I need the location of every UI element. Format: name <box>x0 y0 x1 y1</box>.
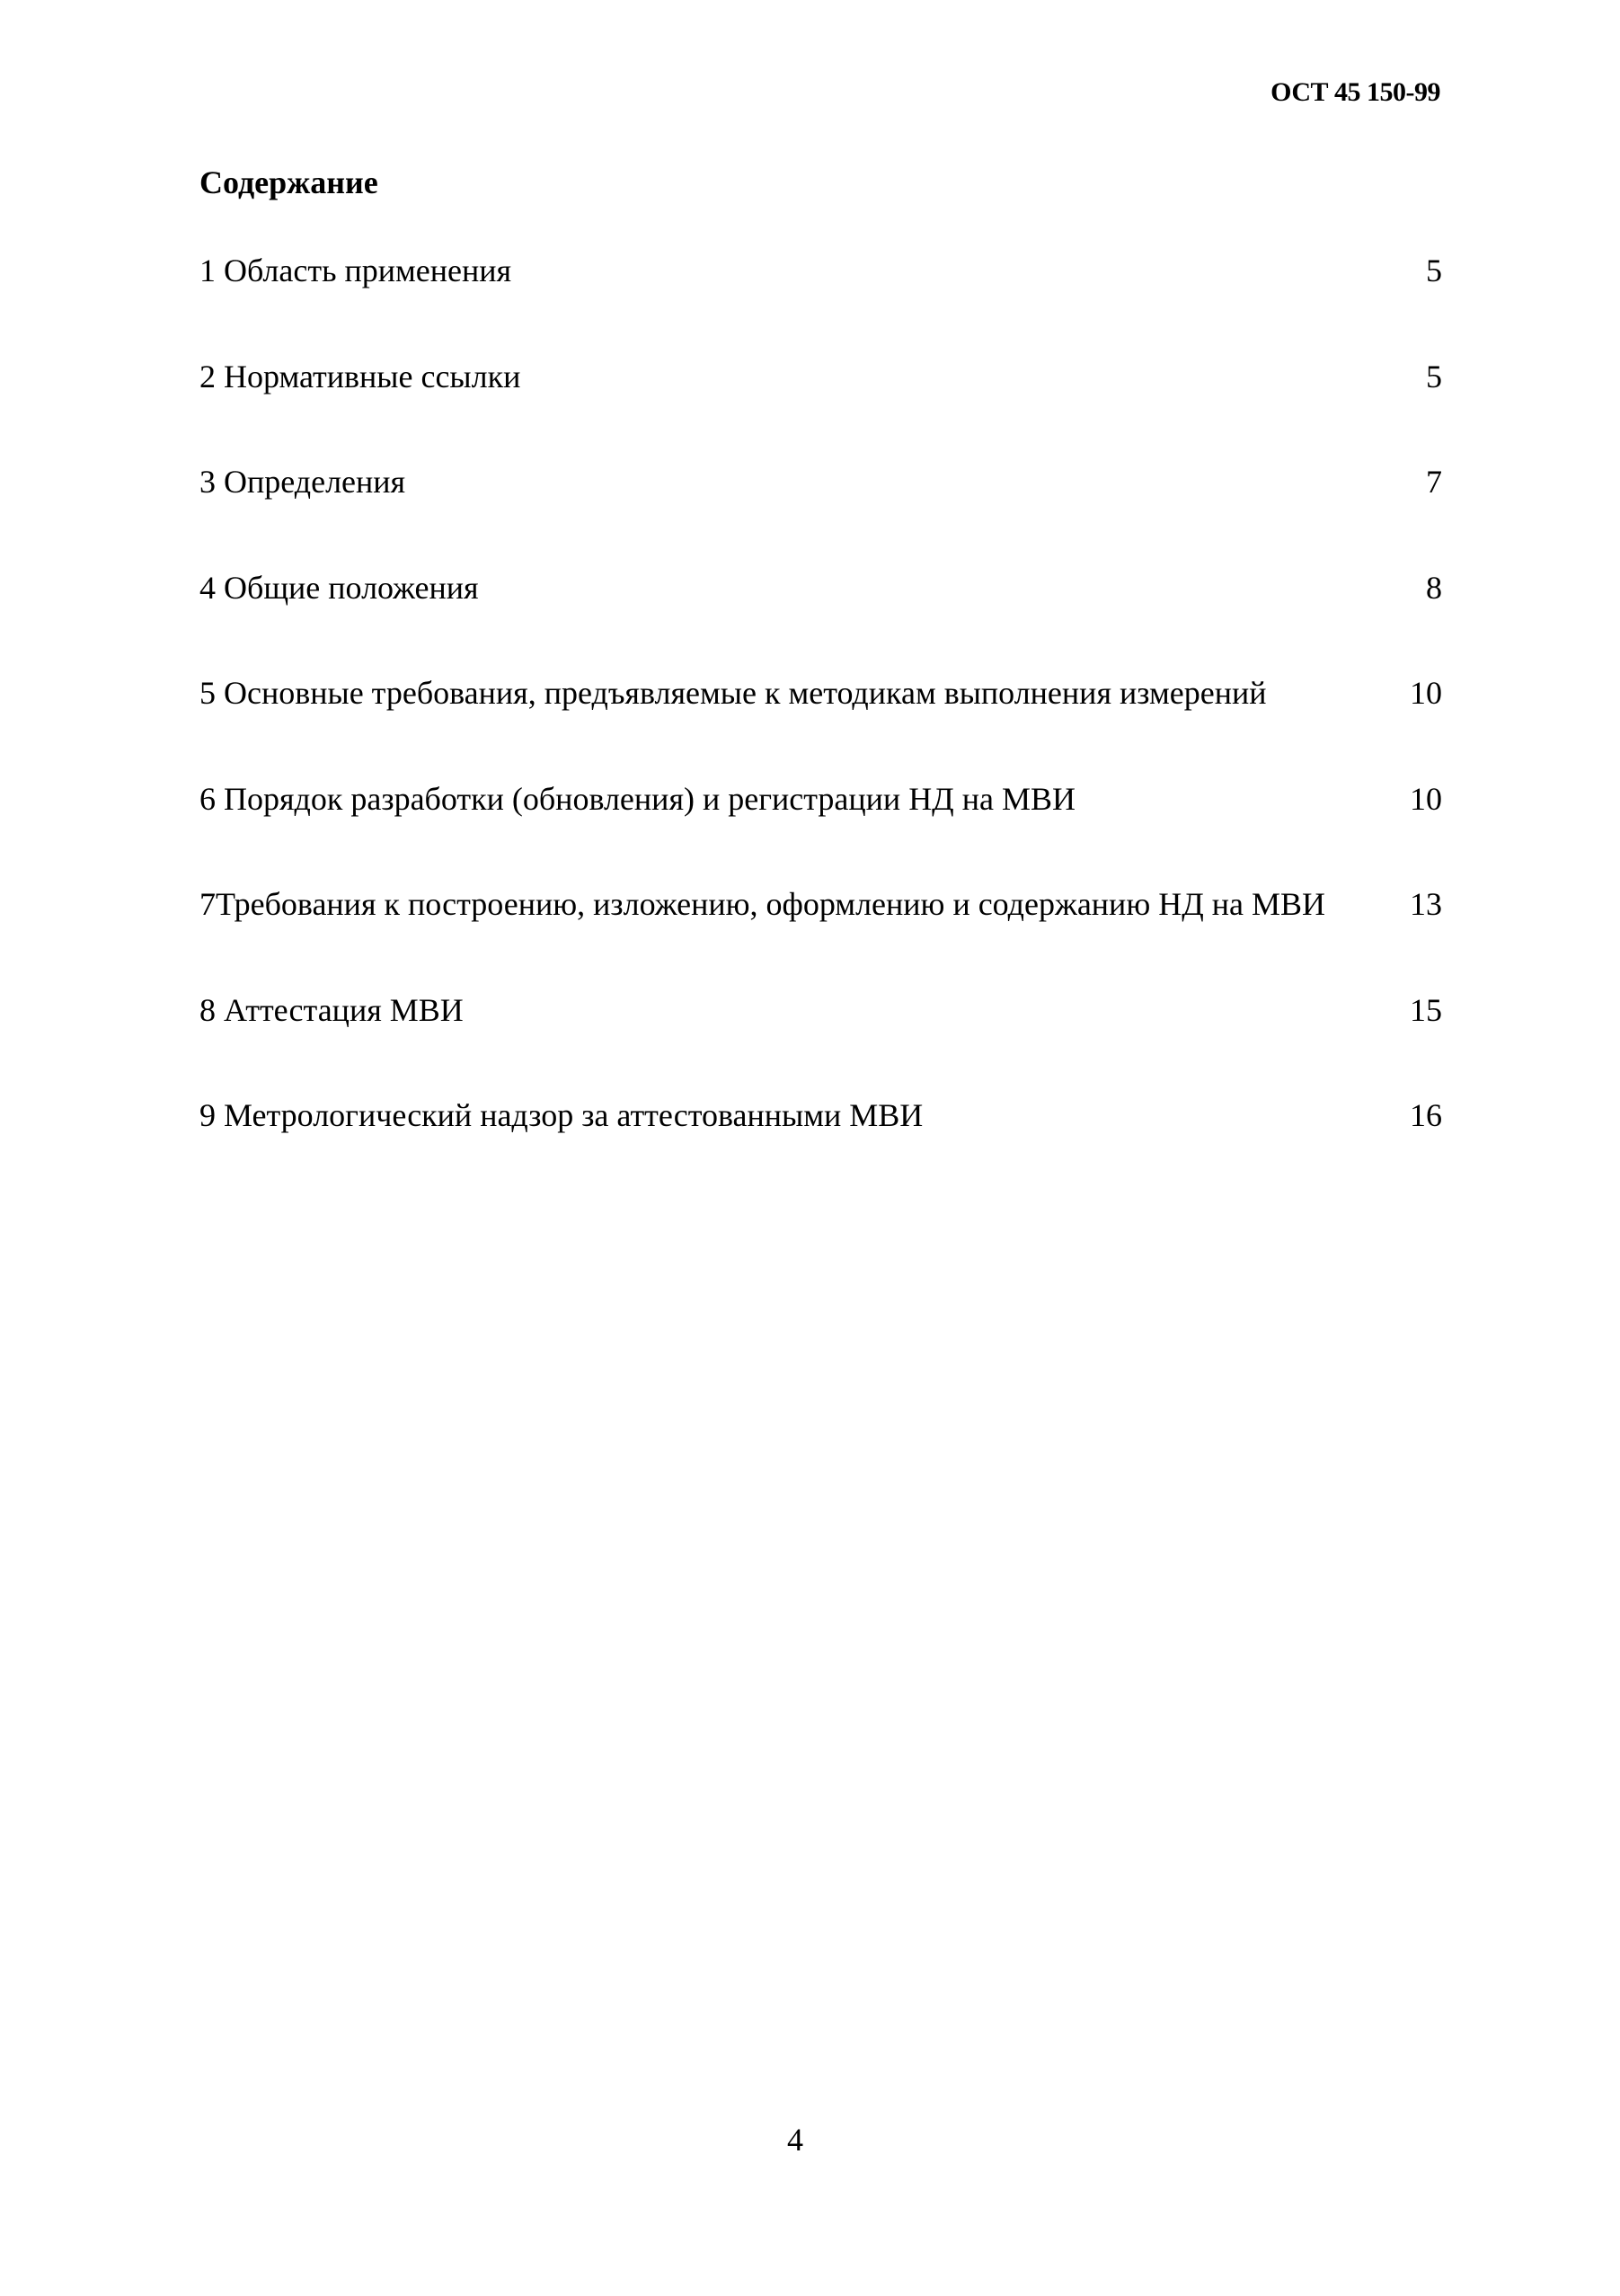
toc-item[interactable] <box>199 569 1442 675</box>
toc-item-page: 10 <box>1410 675 1442 711</box>
page-number: 4 <box>787 2122 803 2158</box>
toc-item-label: 8 Аттестация МВИ <box>199 991 464 1028</box>
toc-item-label: 1 Область применения <box>199 253 512 288</box>
toc-item-label: 3 Определения <box>199 464 406 500</box>
toc-item-page: 8 <box>1426 569 1442 606</box>
table-of-contents <box>199 252 1442 1202</box>
toc-item-label: 6 Порядок разработки (обновления) и регистрации НД на МВИ <box>199 780 1076 817</box>
toc-item-label: 7Требования к построению, изложению, оформлению и содержанию НД на МВИ <box>199 886 1326 922</box>
toc-item[interactable] <box>199 252 1442 358</box>
toc-title: Содержание <box>199 164 378 200</box>
toc-item-page: 5 <box>1426 358 1442 394</box>
toc-item-label: 4 Общие положения <box>199 569 479 606</box>
toc-item[interactable] <box>199 674 1442 780</box>
toc-item[interactable] <box>199 463 1442 569</box>
toc-item-page: 5 <box>1426 253 1442 288</box>
toc-item[interactable] <box>199 885 1442 991</box>
toc-item-page: 13 <box>1410 886 1442 922</box>
toc-item[interactable] <box>199 358 1442 464</box>
toc-item-page: 10 <box>1410 780 1442 817</box>
toc-item-page: 16 <box>1410 1097 1442 1133</box>
toc-item-label: 2 Нормативные ссылки <box>199 358 521 394</box>
toc-item-label: 5 Основные требования, предъявляемые к методикам выполнения измерений <box>199 675 1267 711</box>
toc-item-page: 15 <box>1410 991 1442 1028</box>
toc-item-label: 9 Метрологический надзор за аттестованными МВИ <box>199 1097 924 1133</box>
toc-item[interactable] <box>199 1096 1442 1202</box>
toc-item-page: 7 <box>1426 464 1442 500</box>
toc-item[interactable] <box>199 780 1442 886</box>
document-code: ОСТ 45 150-99 <box>1270 77 1440 107</box>
toc-item[interactable] <box>199 991 1442 1097</box>
